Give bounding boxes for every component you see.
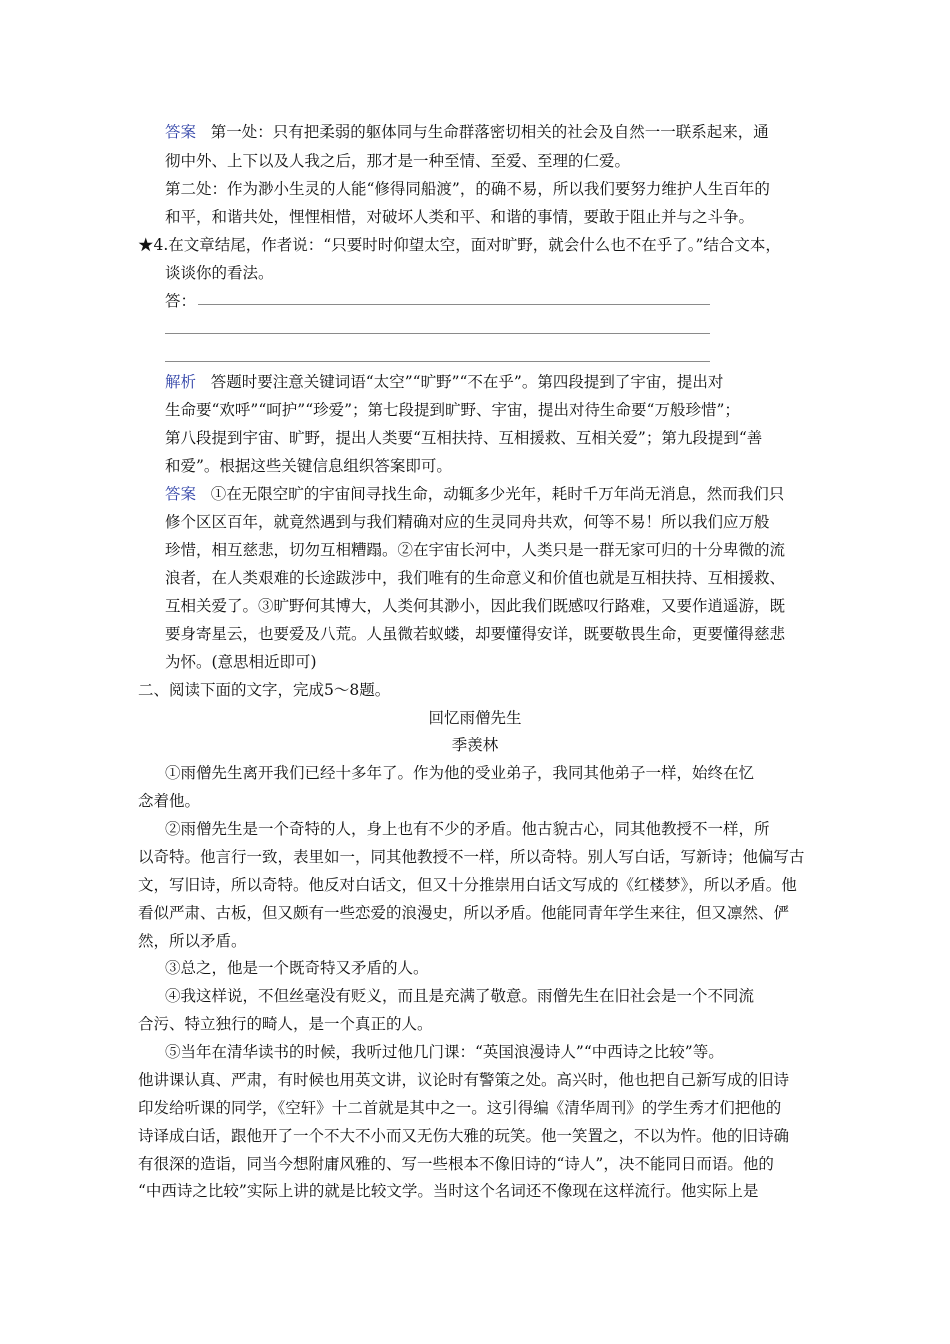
answer3-line4: 和平，和谐共处，悝悝相惜，对破坏人类和平、和谐的事情，要敢于阻止并与之斗争。 <box>165 208 755 226</box>
paragraph-3-line1: ③总之，他是一个既奇特又矛盾的人。 <box>165 959 429 977</box>
analysis-label: 解析 <box>165 373 197 391</box>
paragraph-5-line3: 印发给听课的同学，《空轩》十二首就是其中之一。这引得编《清华周刊》的学生秀才们把他的 <box>138 1099 782 1117</box>
paragraph-4-line2: 合污、特立独行的畸人，是一个真正的人。 <box>138 1015 433 1033</box>
answer4-line6: 要身寄星云，也要爱及八荒。人虽微若蚁蝼，却要懂得安详，既要敬畏生命，更要懂得慈悲 <box>165 625 786 643</box>
answer3-line3: 第二处：作为渺小生灵的人能“修得同船渡”，的确不易，所以我们要努力维护人生百年的 <box>165 180 770 198</box>
answer3-line2: 彻中外、上下以及人我之后，那才是一种至情、至爱、至理的仁爱。 <box>165 152 631 170</box>
paragraph-5-line4: 诗译成白话，跟他开了一个不大不小而又无伤大雅的玩笑。他一笑置之，不以为忤。他的旧诗确 <box>138 1127 790 1145</box>
answer4-line3: 珍惜，相互慈悲，切勿互相糟蹋。②在宇宙长河中，人类只是一群无家可归的十分卑微的流 <box>165 541 786 559</box>
answer4-line4: 浪者，在人类艰难的长途跋涉中，我们唯有的生命意义和价值也就是互相扶持、互相援救、 <box>165 569 786 587</box>
answer4-line2: 修个区区百年，就竟然遇到与我们精确对应的生灵同舟共欢，何等不易！所以我们应万般 <box>165 513 770 531</box>
paragraph-5-line6: “中西诗之比较”实际上讲的就是比较文学。当时这个名词还不像现在这样流行。他实际上是 <box>138 1182 759 1200</box>
paragraph-5-line5: 有很深的造诣，同当今想附庸风雅的、写一些根本不像旧诗的“诗人”，决不能同日而语。他的 <box>138 1155 774 1173</box>
paragraph-4-line1: ④我这样说，不但丝毫没有贬义，而且是充满了敬意。雨僧先生在旧社会是一个不同流 <box>165 987 755 1005</box>
paragraph-5-line1: ⑤当年在清华读书的时候，我听过他几门课：“英国浪漫诗人”“中西诗之比较”等。 <box>165 1043 724 1061</box>
answer-blank-line-3[interactable] <box>165 361 710 362</box>
article-title: 回忆雨僧先生 <box>428 709 522 727</box>
paragraph-2-line3: 文，写旧诗，所以奇特。他反对白话文，但又十分推崇用白话文写成的《红楼梦》，所以矛盾。他 <box>138 876 797 894</box>
paragraph-2-line4: 看似严肃、古板，但又颇有一些恋爱的浪漫史，所以矛盾。他能同青年学生来往，但又凛然、俨 <box>138 904 790 922</box>
question4-line2: 谈谈你的看法。 <box>165 264 274 282</box>
answer-label: 答案 <box>165 485 197 503</box>
section-heading: 二、阅读下面的文字，完成5～8题。 <box>138 681 391 699</box>
answer4-line5: 互相关爱了。③旷野何其博大，人类何其渺小，因此我们既感叹行路难，又要作逍遥游，既 <box>165 597 786 615</box>
article-author: 季羡林 <box>451 736 499 754</box>
paragraph-5-line2: 他讲课认真、严肃，有时候也用英文讲，议论时有警策之处。高兴时，他也把自己新写成的旧诗 <box>138 1071 790 1089</box>
answer4-line7: 为怀。(意思相近即可) <box>165 653 317 671</box>
answer-blank-line-2[interactable] <box>165 333 710 334</box>
answer-blank-line-1[interactable] <box>198 304 710 305</box>
paragraph-2-line5: 然，所以矛盾。 <box>138 932 247 950</box>
analysis4-line4: 和爱”。根据这些关键信息组织答案即可。 <box>165 457 452 475</box>
paragraph-1-line1: ①雨僧先生离开我们已经十多年了。作为他的受业弟子，我同其他弟子一样，始终在忆 <box>165 764 755 782</box>
answer4-line1: 答案 ①在无限空旷的宇宙间寻找生命，动辄多少光年，耗时千万年尚无消息，然而我们只 <box>165 485 785 503</box>
analysis4-line2: 生命要“欢呼”“呵护”“珍爱”；第七段提到旷野、宇宙，提出对待生命要“万般珍惜”； <box>165 401 740 419</box>
paragraph-1-line2: 念着他。 <box>138 792 201 810</box>
answer3-line1: 答案 第一处：只有把柔弱的躯体同与生命群落密切相关的社会及自然一一联系起来，通 <box>165 123 769 141</box>
analysis4-line3: 第八段提到宇宙、旷野，提出人类要“互相扶持、互相援救、互相关爱”；第九段提到“善 <box>165 429 763 447</box>
paragraph-2-line1: ②雨僧先生是一个奇特的人，身上也有不少的矛盾。他古貌古心，同其他教授不一样，所 <box>165 820 770 838</box>
paragraph-2-line2: 以奇特。他言行一致，表里如一，同其他教授不一样，所以奇特。别人写白话，写新诗；他偏写古 <box>138 848 805 866</box>
answer-prompt: 答： <box>165 292 197 310</box>
question4-line1: ★4.在文章结尾，作者说：“只要时时仰望太空，面对旷野，就会什么也不在乎了。”结合文本， <box>138 236 781 254</box>
answer-label: 答案 <box>165 123 197 141</box>
analysis4-line1: 解析 答题时要注意关键词语“太空”“旷野”“不在乎”。第四段提到了宇宙，提出对 <box>165 373 724 391</box>
